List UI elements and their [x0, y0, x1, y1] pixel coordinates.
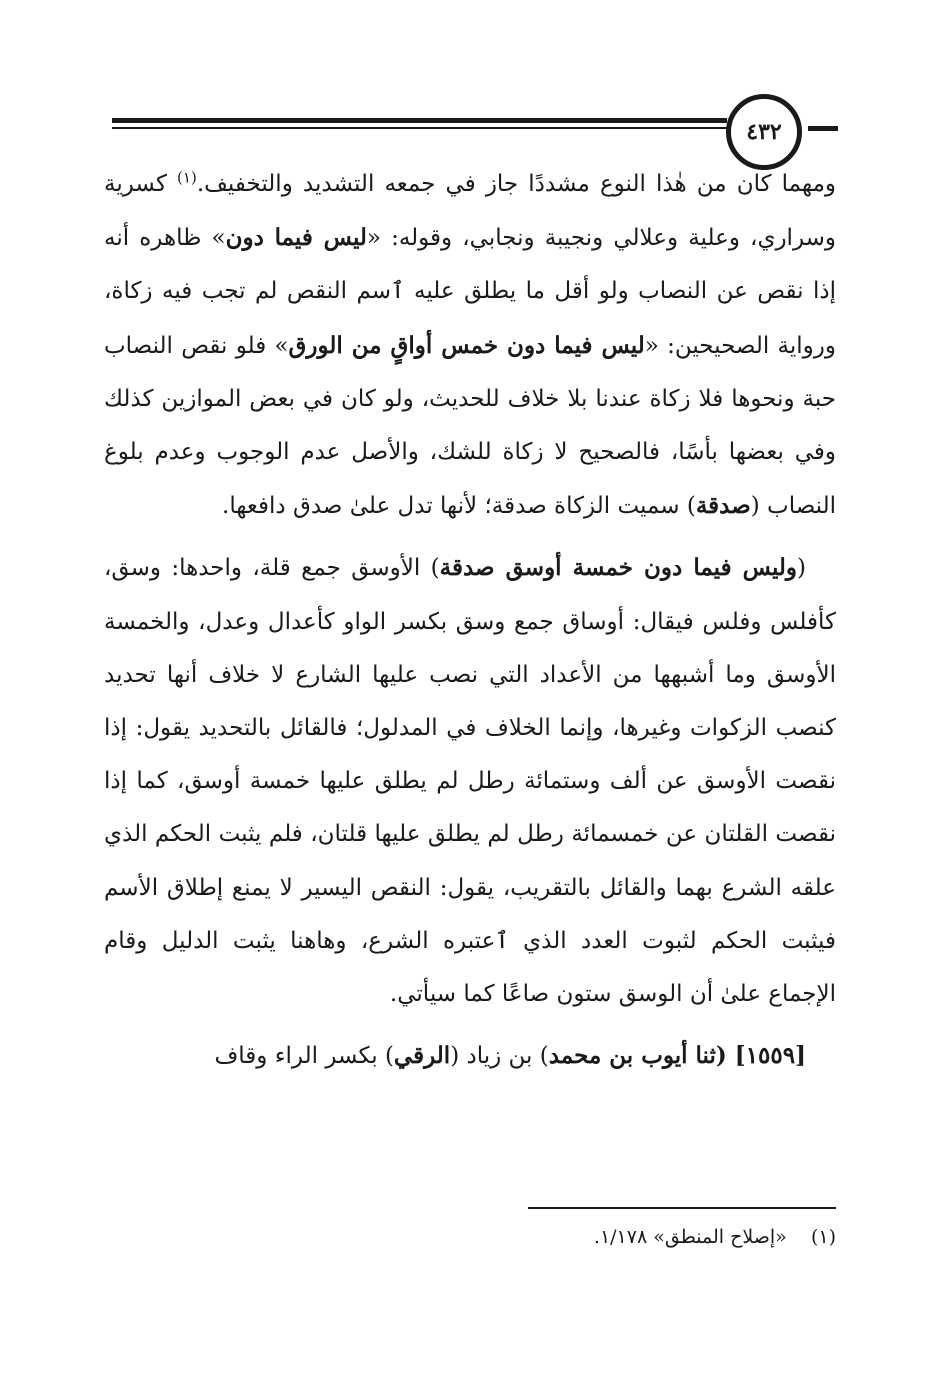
paragraph-3 [104, 1029, 836, 1083]
text-run: كسرية وسراري، وعلية وعلالي ونجيبة ونجابي، وقوله: « [104, 171, 837, 252]
footnote-marker: (١) [810, 1226, 836, 1248]
main-text [104, 158, 836, 1083]
footnote-separator [528, 1207, 836, 1209]
text-run: » فلو نقص النصاب حبة ونحوها فلا زكاة عندنا بلا خلاف للحديث، ولو كان في بعض الموازين كذلك وفي بعضها بأسًا، فالصحيح لا زكاة للشك، والأصل عدم الوجوب وعدم بلوغ النصاب ( [104, 332, 836, 520]
footnote-reference: (١) [177, 168, 197, 187]
footnote-text: «إصلاح المنطق» ١/١٧٨. [593, 1226, 787, 1248]
text-run: ) سميت الزكاة صدقة؛ لأنها تدل علىٰ صدق دافعها. [222, 493, 696, 520]
header-double-rule [112, 118, 727, 134]
paragraph-2 [104, 541, 836, 1021]
text-run: ) بكسر الراء وقاف [214, 1043, 394, 1070]
text-run: ) الأوسق جمع قلة، واحدها: وسق، كأفلس وفلس فيقال: أوساق جمع وسق بكسر الواو كأعدال وعدل، والخمسة الأوسق وما أشبهها من الأعداد التي نصب عليها الشارع لا خلاف أنها تحديد كنصب الزكوات وغيرها، وإنما الخلاف في المدلول؛ فالقائل بالتحديد يقول: إذا نقصت الأوسق عن ألف وستمائة رطل لم يطلق عليها خمسة أوسق، كما إذا نقصت القلتان عن خمسمائة رطل لم يطلق عليها قلتان، فلم يثبت الحكم الذي علقه الشرع بهما والقائل بالتقريب، يقول: النقص اليسير لا يمنع إطلاق الأسم فيثبت الحكم لثبوت العدد الذي ٱعتبره الشرع، وهاهنا يثبت الدليل وقام الإجماع علىٰ أن الوسق ستون صاعًا كما سيأتي. [104, 555, 836, 1008]
page-number: ٤٣٢ [746, 119, 782, 145]
bold-text-run: الرقي [393, 1042, 451, 1070]
bold-text-run: وليس فيما دون خمسة أوسق صدقة [439, 554, 798, 582]
bold-text-run: ثنا أيوب بن محمد [548, 1042, 716, 1070]
text-run: » ظاهره أنه إذا نقص عن النصاب ولو أقل ما يطلق عليه ٱسم النقص لم تجب فيه زكاة، ورواية الصحيحين: « [104, 225, 836, 359]
header-rule-tail [808, 126, 838, 131]
text-run: ) بن زياد ( [450, 1043, 549, 1070]
bold-text-run: ليس فيما دون خمس أواقٍ من الورق [288, 331, 645, 359]
bold-text-run: [١٥٥٩] ( [715, 1042, 806, 1070]
footnote [300, 1222, 836, 1252]
bold-text-run: ليس فيما دون [225, 224, 367, 252]
bold-text-run: صدقة [695, 492, 751, 520]
text-run: ( [797, 555, 806, 582]
text-run: ومهما كان من هٰذا النوع مشددًا جاز في جمعه التشديد والتخفيف. [196, 171, 837, 197]
paragraph-1 [104, 158, 836, 533]
